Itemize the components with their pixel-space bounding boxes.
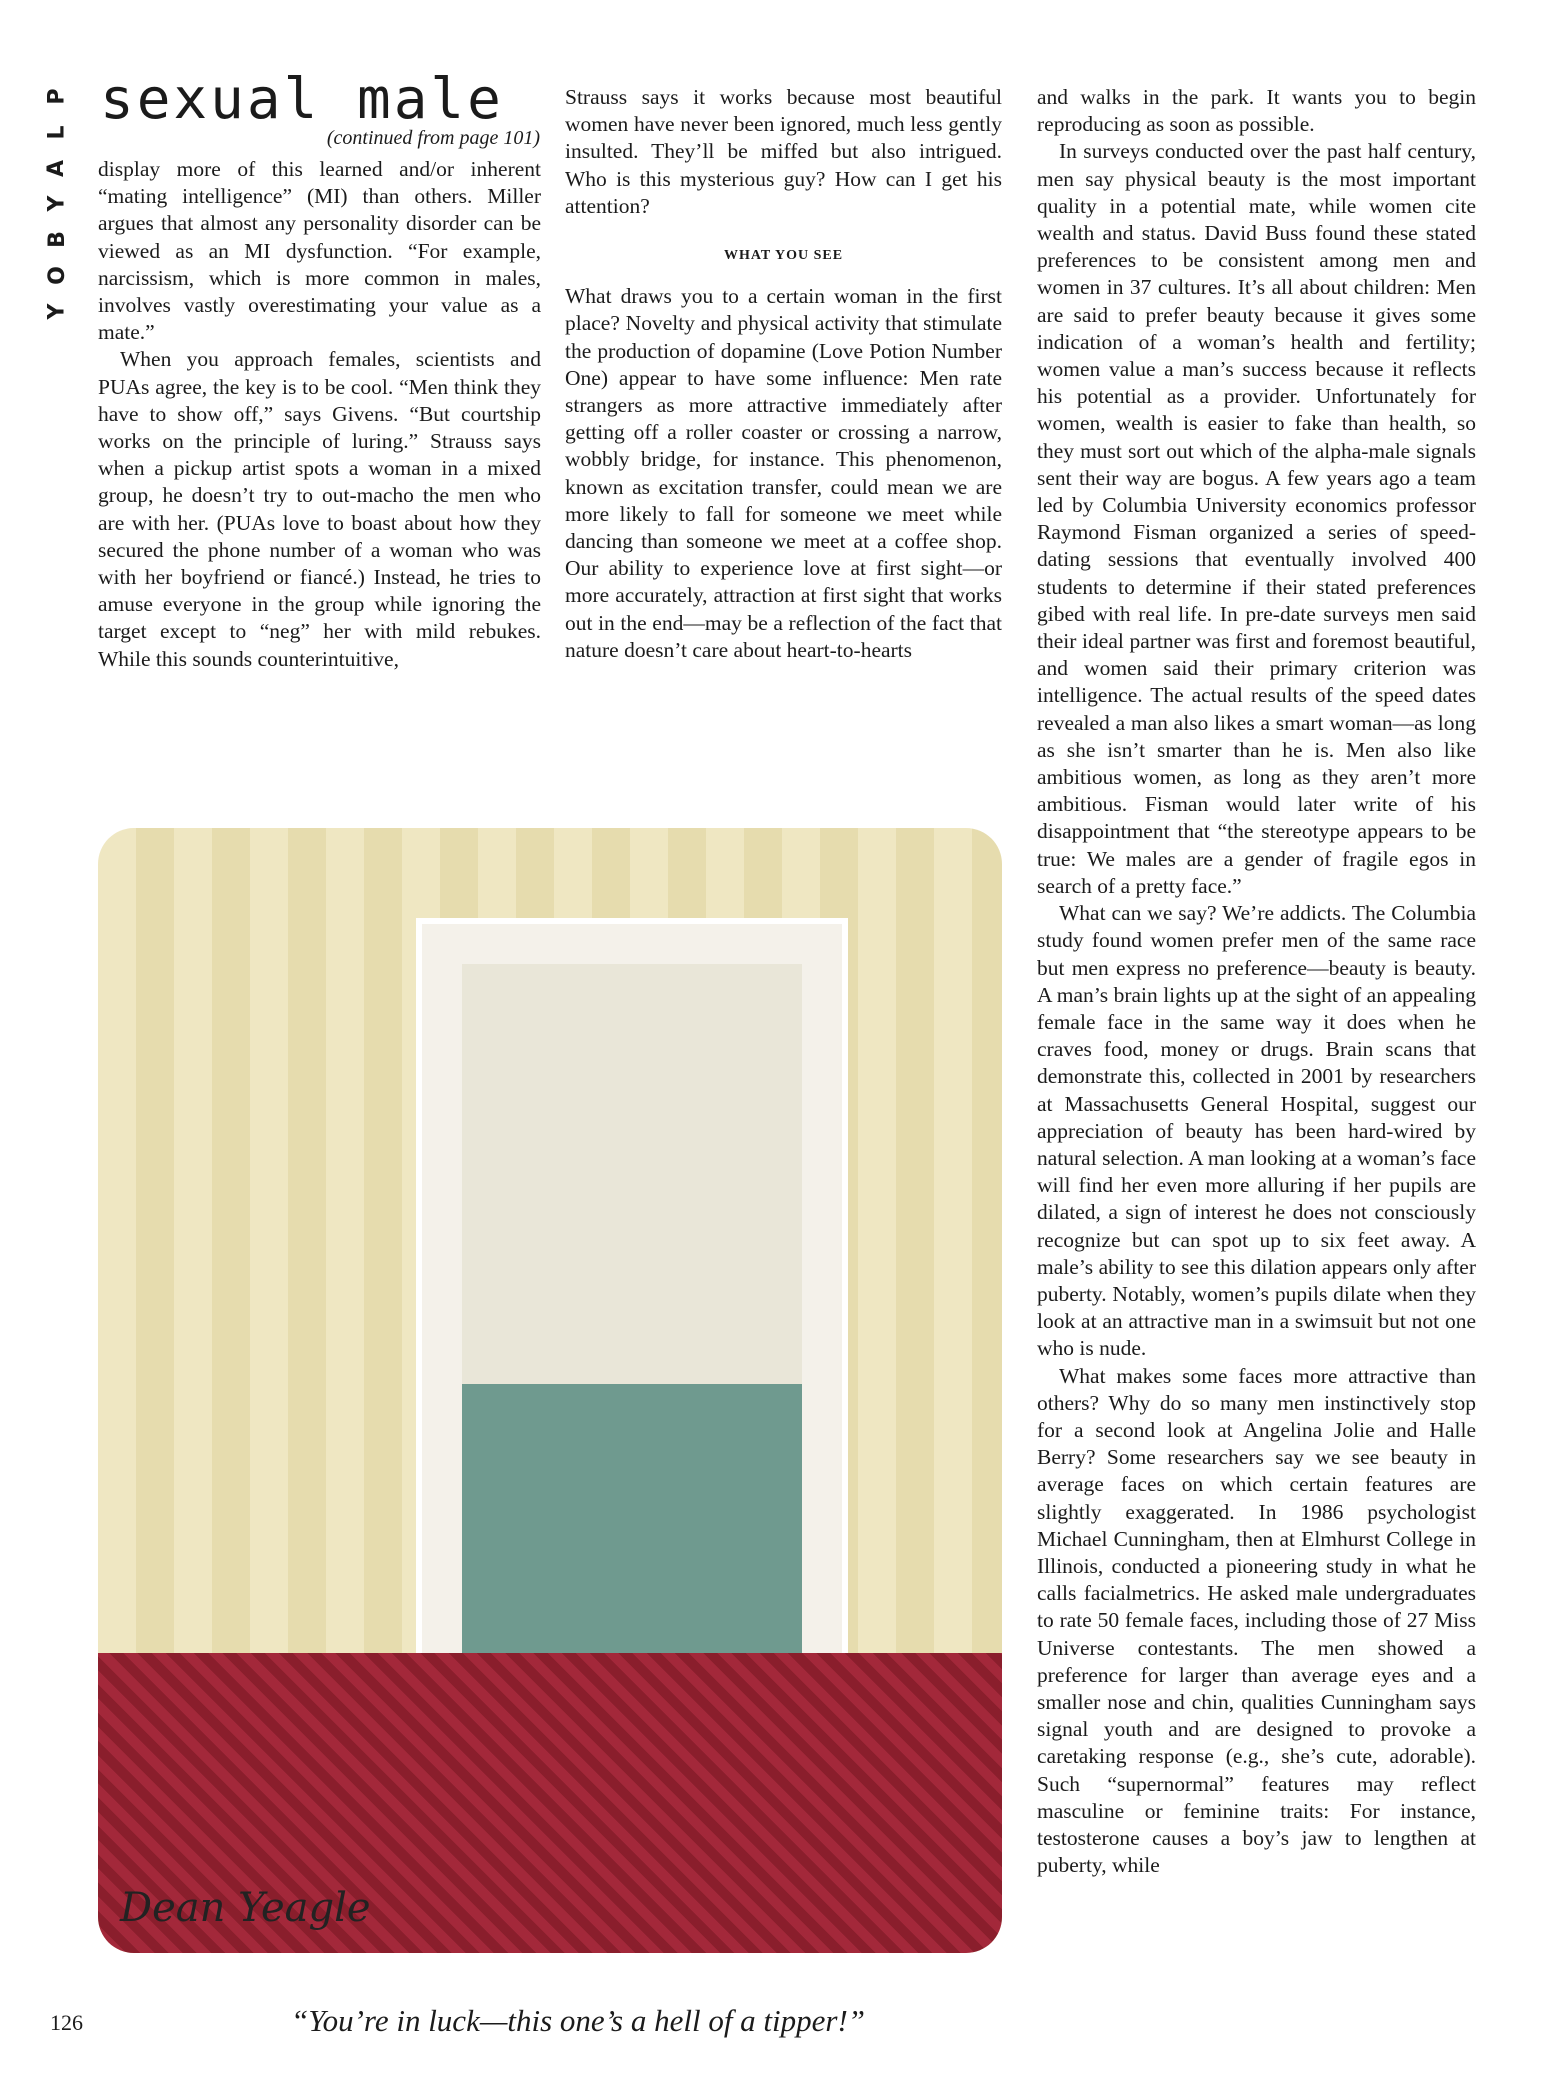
- paragraph: and walks in the park. It wants you to begin reproducing as soon as possible.: [1037, 85, 1476, 137]
- brand-letter: Y: [44, 196, 70, 212]
- paragraph: What makes some faces more attractive than others? Why do so many men instinctively stop for a second look at Angelina Jolie and Halle Berry? Some researchers say we see beauty in average faces on which certain features are slightly exaggerated. In 1986 psychologist Michael Cunningham, then at Elmhurst College in Illinois, conducted a pioneering study in what he calls facialmetrics. He asked male undergraduates to rate 50 female faces, including those of 27 Miss Universe contestants. The men showed a preference for larger than average eyes and a smaller nose and chin, qualities Cunningham says signal youth and are designed to provoke a caretaking response (e.g., she’s cute, adorable). Such “supernormal” features may reflect masculine or feminine traits: For instance, testosterone causes a boy’s jaw to lengthen at puberty, while: [1037, 1363, 1476, 1878]
- door-opening: [462, 964, 802, 1664]
- brand-letter: Y: [44, 303, 70, 320]
- brand-letter: A: [44, 159, 70, 177]
- paragraph: When you approach females, scientists and PUAs agree, the key is to be cool. “Men think they have to show off,” says Givens. “But courtship works on the principle of luring.” Strauss says when a pickup artist spots a woman in a mixed group, he doesn’t try to out-macho the men who are with her. (PUAs love to boast about how they secured the phone number of a woman who was with her boyfriend or fiancé.) Instead, he tries to amuse everyone in the group while ignoring the target except to “neg” her with mild rebukes. While this sounds counterintuitive,: [98, 347, 541, 671]
- brand-letter: L: [44, 125, 70, 140]
- cartoon-caption: “You’re in luck—this one’s a hell of a tipper!”: [290, 2003, 866, 2038]
- paragraph: What can we say? We’re addicts. The Columbia study found women prefer men of the same race but men express no preference—beauty is beauty. A man’s brain lights up at the sight of an appealing female face in the same way it does when he craves food, money or drugs. Brain scans that demonstrate this, collected in 2001 by researchers at Massachusetts General Hospital, suggest our appreciation of beauty has been hard-wired by natural selection. A man looking at a woman’s face will find her even more alluring if her pupils are dilated, a sign of interest he does not consciously recognize but can spot up to six feet away. A male’s ability to see this dilation appears only after puberty. Notably, women’s pupils dilate when they look at an attractive man in a swimsuit but not one who is nude.: [1037, 901, 1476, 1361]
- hotel-door: [416, 918, 848, 1670]
- artist-signature: Dean Yeagle: [120, 1885, 371, 1931]
- brand-letter: B: [44, 231, 70, 249]
- paragraph: Strauss says it works because most beautiful women have never been ignored, much less gently insulted. They’ll be miffed but also intrigued. Who is this mysterious guy? How can I get his attention?: [565, 85, 1002, 218]
- brand-letter: P: [44, 88, 70, 105]
- brand-letter: O: [44, 266, 70, 285]
- paragraph: display more of this learned and/or inherent “mating intelligence” (MI) than others. Miller argues that almost any personality disorder can be viewed as an MI dysfunction. “For example, narcissism, which is more common in males, involves vastly overestimating your value as a mate.”: [98, 157, 541, 345]
- paragraph: What draws you to a certain woman in the first place? Novelty and physical activity that stimulate the production of dopamine (Love Potion Number One) appear to have some influence: Men rate strangers as more attractive immediately after getting off a roller coaster or crossing a narrow, wobbly bridge, for instance. This phenomenon, known as excitation transfer, could mean we are more likely to fall for someone we meet while dancing than someone we meet at a coffee shop. Our ability to experience love at first sight—or more accurately, attraction at first sight that works out in the end—may be a reflection of the fact that nature doesn’t care about heart-to-hearts: [565, 284, 1002, 662]
- article-heading: sexual male: [100, 67, 504, 132]
- section-subhead: WHAT YOU SEE: [723, 248, 844, 264]
- page-number: 126: [50, 2010, 83, 2035]
- column-2: [565, 84, 1002, 754]
- magazine-brand-vertical: [42, 84, 72, 324]
- column-1: [98, 156, 541, 756]
- column-3: [1037, 84, 1476, 2064]
- continued-note: (continued from page 101): [326, 127, 540, 149]
- paragraph: In surveys conducted over the past half century, men say physical beauty is the most important quality in a potential mate, while women cite wealth and status. David Buss found these stated preferences to be consistent among men and women in 37 cultures. It’s all about children: Men are said to prefer beauty because it gives some indication of a woman’s health and fertility; women value a man’s success because it reflects his potential as a provider. Unfortunately for women, wealth is easier to fake than health, so they must sort out which of the alpha-male signals sent their way are bogus. A few years ago a team led by Columbia University economics professor Raymond Fisman organized a series of speed-dating sessions that eventually involved 400 students to determine if their stated preferences gibed with real life. In pre-date surveys men said their ideal partner was first and foremost beautiful, and women said their primary criterion was intelligence. The actual results of the speed dates revealed a man also likes a smart woman—as long as she isn’t smarter than he is. Men also like ambitious women, as long as they aren’t more ambitious. Fisman would later write of his disappointment that “the stereotype appears to be true: We males are a gender of fragile egos in search of a pretty face.”: [1037, 139, 1476, 898]
- cartoon-illustration: [98, 828, 1002, 1953]
